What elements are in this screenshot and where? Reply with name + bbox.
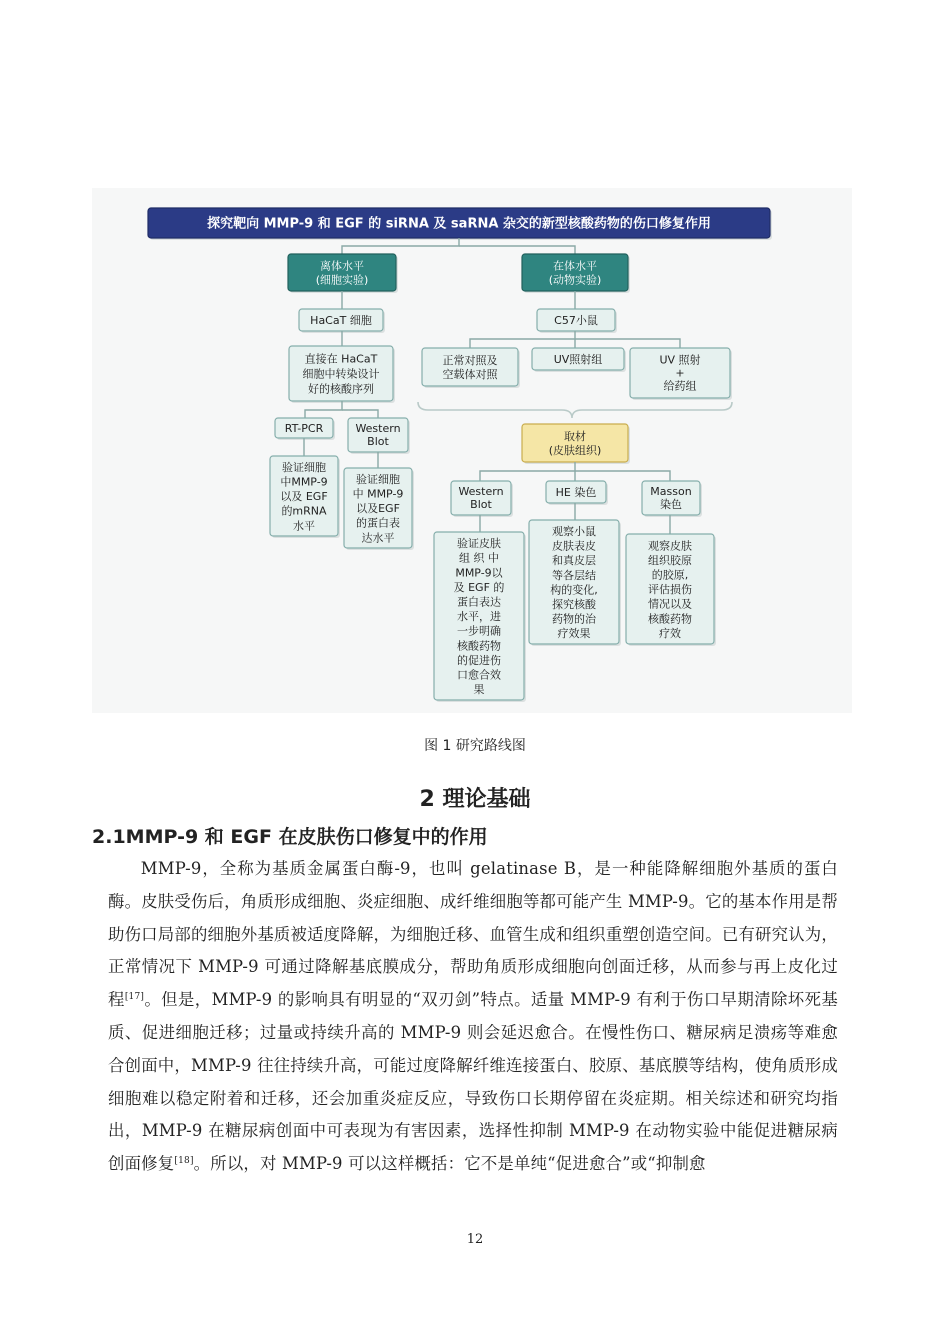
result-box-mrna-text: 的mRNA xyxy=(281,504,327,518)
connector-title-right xyxy=(459,246,575,254)
result-box-he-text: 观察小鼠 xyxy=(552,524,596,538)
result-box-protein-cell-text: 验证细胞 xyxy=(356,472,400,486)
result-box-protein-tissue-text: 的促进伤 xyxy=(457,653,501,667)
method-box-he-stain-text: HE 染色 xyxy=(555,485,597,499)
level-box-in-vivo-text: (动物实验) xyxy=(548,273,602,287)
method-box-western-blot-cell xyxy=(348,418,410,454)
research-roadmap-figure xyxy=(92,188,852,713)
result-box-masson-text: 情况以及 xyxy=(648,597,692,611)
result-box-masson-text: 组织胶原 xyxy=(648,553,692,567)
result-box-protein-cell-text: 中 MMP-9 xyxy=(352,487,404,501)
step-box-transfection-text: 直接在 HaCaT xyxy=(304,352,378,366)
sampling-box-text: 取材 xyxy=(564,429,586,443)
result-box-mrna-text: 中MMP-9 xyxy=(280,475,328,489)
body-paragraph xyxy=(108,853,838,1181)
connector-left-3a xyxy=(305,401,342,418)
result-box-he-text: 和真皮层 xyxy=(552,554,596,568)
result-box-protein-tissue-text: 核酸药物 xyxy=(457,639,501,653)
level-box-in-vivo xyxy=(522,254,630,293)
result-box-masson-text: 观察皮肤 xyxy=(648,539,692,553)
citation-18: [18] xyxy=(174,1156,194,1167)
group-box-uv-drug-text: + xyxy=(675,366,685,380)
result-box-masson-text: 的胶原, xyxy=(651,568,689,582)
model-box-hacat xyxy=(299,309,385,333)
connector-left-3b xyxy=(342,410,378,418)
group-box-uv-drug xyxy=(630,348,732,400)
method-box-western-blot-tissue-text: Western xyxy=(458,485,504,499)
result-box-mrna-text: 验证细胞 xyxy=(282,460,326,474)
method-box-masson-stain xyxy=(642,481,702,517)
result-box-mrna-text: 以及 EGF xyxy=(280,490,328,504)
group-box-uv-drug-text: 给药组 xyxy=(663,379,697,393)
result-box-protein-tissue-text: 蛋白表达 xyxy=(457,595,501,609)
result-box-he-text: 探究核酸 xyxy=(552,597,596,611)
group-box-control xyxy=(422,348,520,388)
result-box-he-text: 疗效果 xyxy=(557,627,591,641)
paragraph-text-3: 。所以，对 MMP-9 可以这样概括：它不是单纯“促进愈合”或“抑制愈 xyxy=(193,1154,706,1174)
method-box-he-stain xyxy=(546,481,608,505)
model-box-c57-text: C57小鼠 xyxy=(554,313,598,327)
sampling-box xyxy=(522,424,630,464)
result-box-mrna xyxy=(270,456,340,538)
result-box-protein-tissue-text: 果 xyxy=(473,683,485,697)
group-box-uv xyxy=(532,348,626,372)
figure-title-bar-text: 探究靶向 MMP-9 和 EGF 的 siRNA 及 saRNA 杂交的新型核酸药物的伤口修复作用 xyxy=(207,216,711,232)
connector-sampling-c xyxy=(575,471,670,481)
method-box-rt-pcr xyxy=(275,418,335,440)
sampling-box-text: (皮肤组织) xyxy=(548,443,602,457)
method-box-western-blot-cell-text: Western xyxy=(355,422,401,436)
result-box-protein-tissue-text: 一步明确 xyxy=(457,624,501,638)
page-number: 12 xyxy=(466,1232,484,1247)
group-box-uv-text: UV照射组 xyxy=(553,352,603,366)
result-box-he xyxy=(529,520,621,646)
connector-sampling-a xyxy=(480,462,575,481)
result-box-protein-tissue-text: 组 织 中 xyxy=(459,551,499,565)
result-box-masson-text: 疗效 xyxy=(659,626,681,640)
group-box-uv-drug-text: UV 照射 xyxy=(659,353,701,367)
group-box-control-text: 正常对照及 xyxy=(442,353,498,367)
result-box-protein-tissue-text: 口愈合效 xyxy=(457,668,501,682)
result-box-protein-tissue-text: 验证皮肤 xyxy=(457,537,501,551)
method-box-western-blot-tissue-text: Blot xyxy=(470,498,492,512)
result-box-masson xyxy=(626,534,716,646)
result-box-protein-cell-text: 达水平 xyxy=(361,531,395,545)
step-box-transfection xyxy=(289,346,395,403)
result-box-protein-tissue-text: MMP-9以 xyxy=(455,566,503,580)
result-box-mrna-text: 水平 xyxy=(293,519,315,533)
result-box-he-text: 等各层结 xyxy=(552,568,596,582)
connector-right-2c xyxy=(575,339,680,348)
paragraph-text-2: 。但是，MMP-9 的影响具有明显的“双刃剑”特点。适量 MMP-9 有利于伤口早期清除坏死基质、促进细胞迁移；过量或持续升高的 MMP-9 则会延迟愈合。在慢性伤口、糖尿病足溃疡等难愈合创面中，MMP-9 往往持续升高，可能过度降解纤维连接蛋白、胶原、基底膜等结构，使角质形成细胞难以稳定附着和迁移，还会加重炎症反应，导致伤口长期停留在炎症期。相关综述和研究均指出，MMP-9 在糖尿病创面中可表现为有害因素，选择性抑制 MMP-9 在动物实验中能促进糖尿病创面修复 xyxy=(108,990,838,1174)
method-box-western-blot-cell-text: Blot xyxy=(367,435,389,449)
result-box-protein-cell xyxy=(344,468,414,550)
connector-title-left xyxy=(342,238,459,254)
step-box-transfection-text: 细胞中转染设计 xyxy=(302,367,380,381)
step-box-transfection-text: 好的核酸序列 xyxy=(308,382,374,396)
level-box-in-vitro xyxy=(288,254,398,293)
brace-connector xyxy=(418,402,732,418)
result-box-he-text: 皮肤表皮 xyxy=(552,539,596,553)
method-box-western-blot-tissue xyxy=(451,481,513,517)
method-box-rt-pcr-text: RT-PCR xyxy=(284,421,324,435)
result-box-protein-tissue-text: 及 EGF 的 xyxy=(453,580,505,594)
result-box-masson-text: 评估损伤 xyxy=(648,583,692,597)
connector-right-2a xyxy=(470,331,575,348)
result-box-protein-tissue xyxy=(434,532,526,702)
result-box-protein-cell-text: 以及EGF xyxy=(356,502,400,516)
figure-caption: 图 1 研究路线图 xyxy=(424,738,526,754)
figure-title-bar xyxy=(148,208,772,240)
level-box-in-vivo-text: 在体水平 xyxy=(553,259,597,273)
flowchart xyxy=(92,188,852,713)
level-box-in-vitro-text: 离体水平 xyxy=(320,259,364,273)
paragraph-text-1: MMP-9，全称为基质金属蛋白酶-9，也叫 gelatinase B，是一种能降解细胞外基质的蛋白酶。皮肤受伤后，角质形成细胞、炎症细胞、成纤维细胞等都可能产生 MMP-9。它的基本作用是帮助伤口局部的细胞外基质被适度降解，为细胞迁移、血管生成和组织重塑创造空间。已有研究认为，正常情况下 MMP-9 可通过降解基底膜成分，帮助角质形成细胞向创面迁移，从而参与再上皮化过程 xyxy=(108,859,838,1010)
result-box-he-text: 药物的治 xyxy=(552,612,596,626)
result-box-protein-tissue-text: 水平，进 xyxy=(457,610,501,624)
result-box-masson-text: 核酸药物 xyxy=(648,612,692,626)
result-box-he-text: 构的变化, xyxy=(550,583,598,597)
result-box-protein-cell-text: 的蛋白表 xyxy=(356,516,400,530)
model-box-hacat-text: HaCaT 细胞 xyxy=(310,313,372,327)
section-title: 2 理论基础 xyxy=(419,787,531,812)
level-box-in-vitro-text: (细胞实验) xyxy=(315,273,369,287)
citation-17: [17] xyxy=(124,992,145,1003)
model-box-c57 xyxy=(537,309,617,333)
method-box-masson-stain-text: Masson xyxy=(650,485,692,499)
subsection-title: 2.1MMP-9 和 EGF 在皮肤伤口修复中的作用 xyxy=(92,826,488,848)
method-box-masson-stain-text: 染色 xyxy=(660,498,682,512)
group-box-control-text: 空载体对照 xyxy=(442,367,498,381)
